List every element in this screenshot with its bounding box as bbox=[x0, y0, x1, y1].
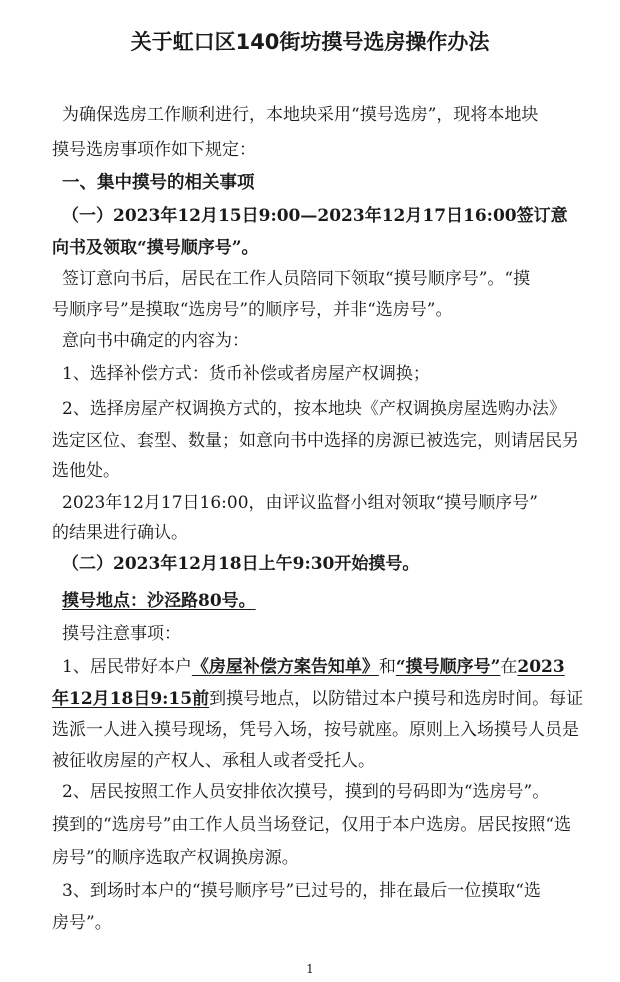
intro-line: 摸号选房事项作如下规定： bbox=[52, 140, 256, 160]
note-emphasis: 年12月18日9:15前 bbox=[52, 689, 210, 709]
note-text: 1、居民带好本户 bbox=[62, 657, 192, 677]
document-title: 关于虹口区140街坊摸号选房操作办法 bbox=[130, 30, 490, 54]
note-emphasis: 《房屋补偿方案告知单》 bbox=[191, 657, 379, 677]
paragraph-line: 号顺序号”是摸取“选房号”的顺序号，并非“选房号”。 bbox=[52, 300, 453, 320]
notes-heading: 摸号注意事项： bbox=[62, 624, 181, 644]
list-item: 摸到的“选房号”由工作人员当场登记，仅用于本户选房。居民按照“选 bbox=[52, 815, 572, 835]
location-text: 摸号地点：沙泾路80号。 bbox=[62, 591, 256, 611]
list-item bbox=[52, 688, 602, 710]
section-heading: 一、集中摸号的相关事项 bbox=[62, 173, 255, 193]
subsection-heading: 向书及领取“摸号顺序号”。 bbox=[52, 238, 259, 258]
paragraph-line: 2023年12月17日16:00，由评议监督小组对领取“摸号顺序号” bbox=[62, 493, 538, 513]
list-item: 2、居民按照工作人员安排依次摸号，摸到的号码即为“选房号”。 bbox=[62, 782, 550, 802]
list-item: 被征收房屋的产权人、承租人或者受托人。 bbox=[52, 751, 375, 771]
intro-line: 为确保选房工作顺利进行，本地块采用“摸号选房”，现将本地块 bbox=[62, 105, 539, 125]
list-item: 2、选择房屋产权调换方式的，按本地块《产权调换房屋选购办法》 bbox=[62, 399, 566, 419]
list-item: 3、到场时本户的“摸号顺序号”已过号的，排在最后一位摸取“选 bbox=[62, 881, 541, 901]
paragraph-line: 意向书中确定的内容为： bbox=[62, 331, 249, 351]
list-item: 选他处。 bbox=[52, 461, 120, 481]
list-item: 房号”。 bbox=[52, 913, 112, 933]
list-item: 选定区位、套型、数量；如意向书中选择的房源已被选完，则请居民另 bbox=[52, 431, 579, 451]
paragraph-line: 的结果进行确认。 bbox=[52, 523, 188, 543]
subsection-heading: （一）2023年12月15日9:00—2023年12月17日16:00签订意 bbox=[62, 206, 568, 226]
list-item: 房号”的顺序选取产权调换房源。 bbox=[52, 848, 299, 868]
note-text: 在 bbox=[500, 657, 518, 677]
list-item: 1、选择补偿方式：货币补偿或者房屋产权调换； bbox=[62, 364, 430, 384]
note-text: 和 bbox=[378, 657, 396, 677]
note-emphasis: 2023 bbox=[517, 657, 565, 677]
list-item: 选派一人进入摸号现场，凭号入场，按号就座。原则上入场摸号人员是 bbox=[52, 720, 579, 740]
page-number: 1 bbox=[306, 962, 314, 976]
note-text: 到摸号地点，以防错过本户摸号和选房时间。每证 bbox=[209, 689, 584, 709]
paragraph-line: 签订意向书后，居民在工作人员陪同下领取“摸号顺序号”。“摸 bbox=[62, 269, 531, 289]
list-item bbox=[62, 656, 602, 678]
subsection-heading: （二）2023年12月18日上午9:30开始摸号。 bbox=[62, 554, 420, 574]
note-emphasis: “摸号顺序号” bbox=[395, 657, 501, 677]
location-line bbox=[62, 590, 602, 612]
